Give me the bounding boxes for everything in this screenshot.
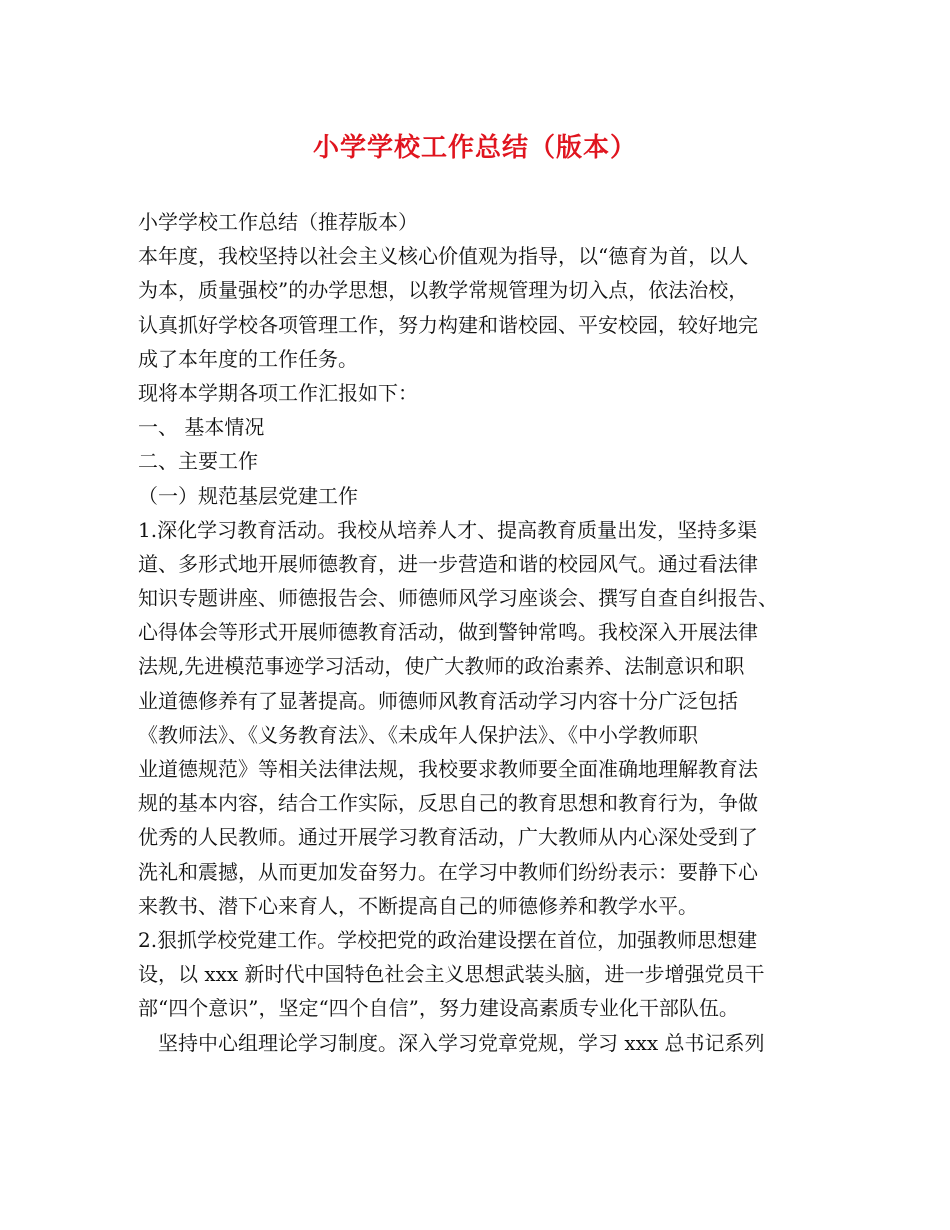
paragraph-line: 现将本学期各项工作汇报如下：	[138, 380, 418, 405]
paragraph-line: 规的基本内容，结合工作实际，反思自己的教育思想和教育行为，争做	[138, 791, 758, 816]
paragraph-line: 知识专题讲座、师德报告会、师德师风学习座谈会、撰写自查自纠报告、	[138, 586, 778, 611]
paragraph-line: 业道德规范》等相关法律法规，我校要求教师要全面准确地理解教育法	[138, 757, 758, 781]
section-heading: 二、主要工作	[138, 449, 258, 474]
paragraph-line: 成了本年度的工作任务。	[138, 346, 358, 371]
paragraph-line: 本年度，我校坚持以社会主义核心价值观为指导，以“德育为首，以人	[138, 244, 749, 269]
paragraph-line: 洗礼和震撼，从而更加发奋努力。在学习中教师们纷纷表示：要静下心	[138, 859, 758, 884]
subsection-heading: （一）规范基层党建工作	[138, 483, 358, 508]
section-heading: 一、 基本情况	[138, 415, 265, 440]
paragraph-line: 心得体会等形式开展师德教育活动，做到警钟常鸣。我校深入开展法律	[138, 620, 758, 645]
paragraph-line: 小学学校工作总结（推荐版本）	[138, 210, 418, 234]
document-body	[138, 205, 818, 1060]
paragraph-line: 法规,先进模范事迹学习活动，使广大教师的政治素养、法制意识和职	[138, 654, 745, 679]
paragraph-line: 《教师法》、《义务教育法》、《未成年人保护法》、《中小学教师职	[138, 722, 698, 747]
paragraph-line: 设，以 xxx 新时代中国特色社会主义思想武装头脑，进一步增强党员干	[138, 962, 765, 987]
paragraph-line: 认真抓好学校各项管理工作，努力构建和谐校园、平安校园，较好地完	[138, 312, 758, 337]
paragraph-line: 道、多形式地开展师德教育，进一步营造和谐的校园风气。通过看法律	[138, 551, 758, 576]
paragraph-line: 为本，质量强校”的办学思想，以教学常规管理为切入点，依法治校，	[138, 278, 749, 303]
document-title: 小学学校工作总结（版本）	[312, 133, 637, 163]
paragraph-line: 坚持中心组理论学习制度。深入学习党章党规，学习 xxx 总书记系列	[158, 1030, 765, 1055]
paragraph-line: 1.深化学习教育活动。我校从培养人才、提高教育质量出发，坚持多渠	[138, 517, 758, 542]
paragraph-line: 业道德修养有了显著提高。师德师风教育活动学习内容十分广泛包括	[138, 688, 738, 713]
paragraph-line: 优秀的人民教师。通过开展学习教育活动，广大教师从内心深处受到了	[138, 825, 758, 850]
paragraph-line: 2.狠抓学校党建工作。学校把党的政治建设摆在首位，加强教师思想建	[138, 927, 758, 952]
paragraph-line: 部“四个意识”，坚定“四个自信”，努力建设高素质专业化干部队伍。	[138, 996, 739, 1021]
paragraph-line: 来教书、潜下心来育人，不断提高自己的师德修养和教学水平。	[138, 893, 698, 918]
